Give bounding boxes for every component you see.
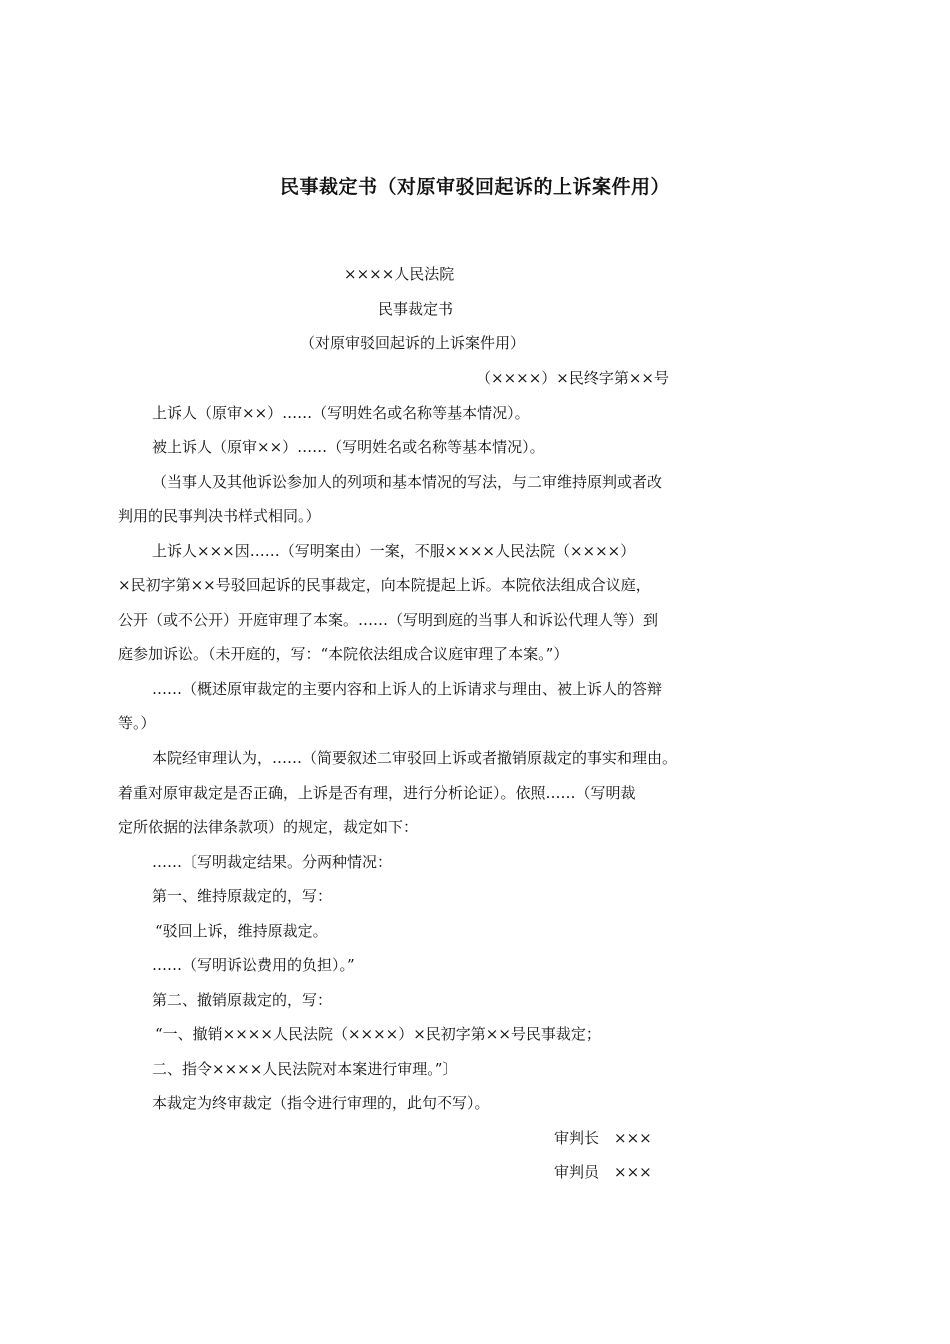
court-name: ××××人民法院	[344, 265, 455, 283]
body-line: 第二、撤销原裁定的，写：	[152, 991, 333, 1009]
document-subtitle: （对原审驳回起诉的上诉案件用）	[300, 334, 526, 352]
document-title: 民事裁定书（对原审驳回起诉的上诉案件用）	[279, 176, 670, 198]
body-line: 等。）	[118, 714, 156, 732]
case-number: （××××）×民终字第××号	[476, 369, 669, 387]
body-line: ×民初字第××号驳回起诉的民事裁定，向本院提起上诉。本院依法组成合议庭，	[118, 576, 651, 594]
body-line: （当事人及其他诉讼参加人的列项和基本情况的写法，与二审维持原判或者改	[152, 473, 663, 491]
body-line: ……（概述原审裁定的主要内容和上诉人的上诉请求与理由、被上诉人的答辩	[152, 680, 663, 698]
body-line: ……〔写明裁定结果。分两种情况：	[152, 853, 393, 871]
body-line: 定所依据的法律条款项）的规定，裁定如下：	[118, 818, 419, 836]
body-line: 本院经审理认为，……（简要叙述二审驳回上诉或者撤销原裁定的事实和理由。	[152, 749, 678, 767]
body-line: 被上诉人（原审××）……（写明姓名或名称等基本情况）。	[152, 438, 545, 456]
body-line: 庭参加诉讼。（未开庭的，写：“本院依法组成合议庭审理了本案。”）	[118, 645, 569, 663]
body-line: 公开（或不公开）开庭审理了本案。……（写明到庭的当事人和诉讼代理人等）到	[118, 611, 659, 629]
body-line: ……（写明诉讼费用的负担）。”	[152, 956, 355, 974]
body-line: 上诉人（原审××）……（写明姓名或名称等基本情况）。	[152, 404, 530, 422]
body-line: 上诉人×××因……（写明案由）一案，不服××××人民法院（××××）	[152, 542, 636, 560]
body-line: “一、撤销××××人民法院（××××）×民初字第××号民事裁定；	[155, 1025, 601, 1043]
document-type: 民事裁定书	[378, 300, 454, 318]
body-line: 二、指令××××人民法院对本案进行审理。”〕	[152, 1060, 458, 1078]
body-line: 判用的民事判决书样式相同。）	[118, 507, 321, 525]
body-line: 第一、维持原裁定的，写：	[152, 887, 333, 905]
body-line: 本裁定为终审裁定（指令进行审理的，此句不写）。	[152, 1094, 490, 1112]
body-line: “驳回上诉，维持原裁定。	[155, 922, 328, 940]
signature-judge: 审判员 ×××	[554, 1163, 652, 1181]
signature-presiding-judge: 审判长 ×××	[554, 1129, 652, 1147]
body-line: 着重对原审裁定是否正确，上诉是否有理，进行分析论证）。依照……（写明裁	[118, 784, 636, 802]
